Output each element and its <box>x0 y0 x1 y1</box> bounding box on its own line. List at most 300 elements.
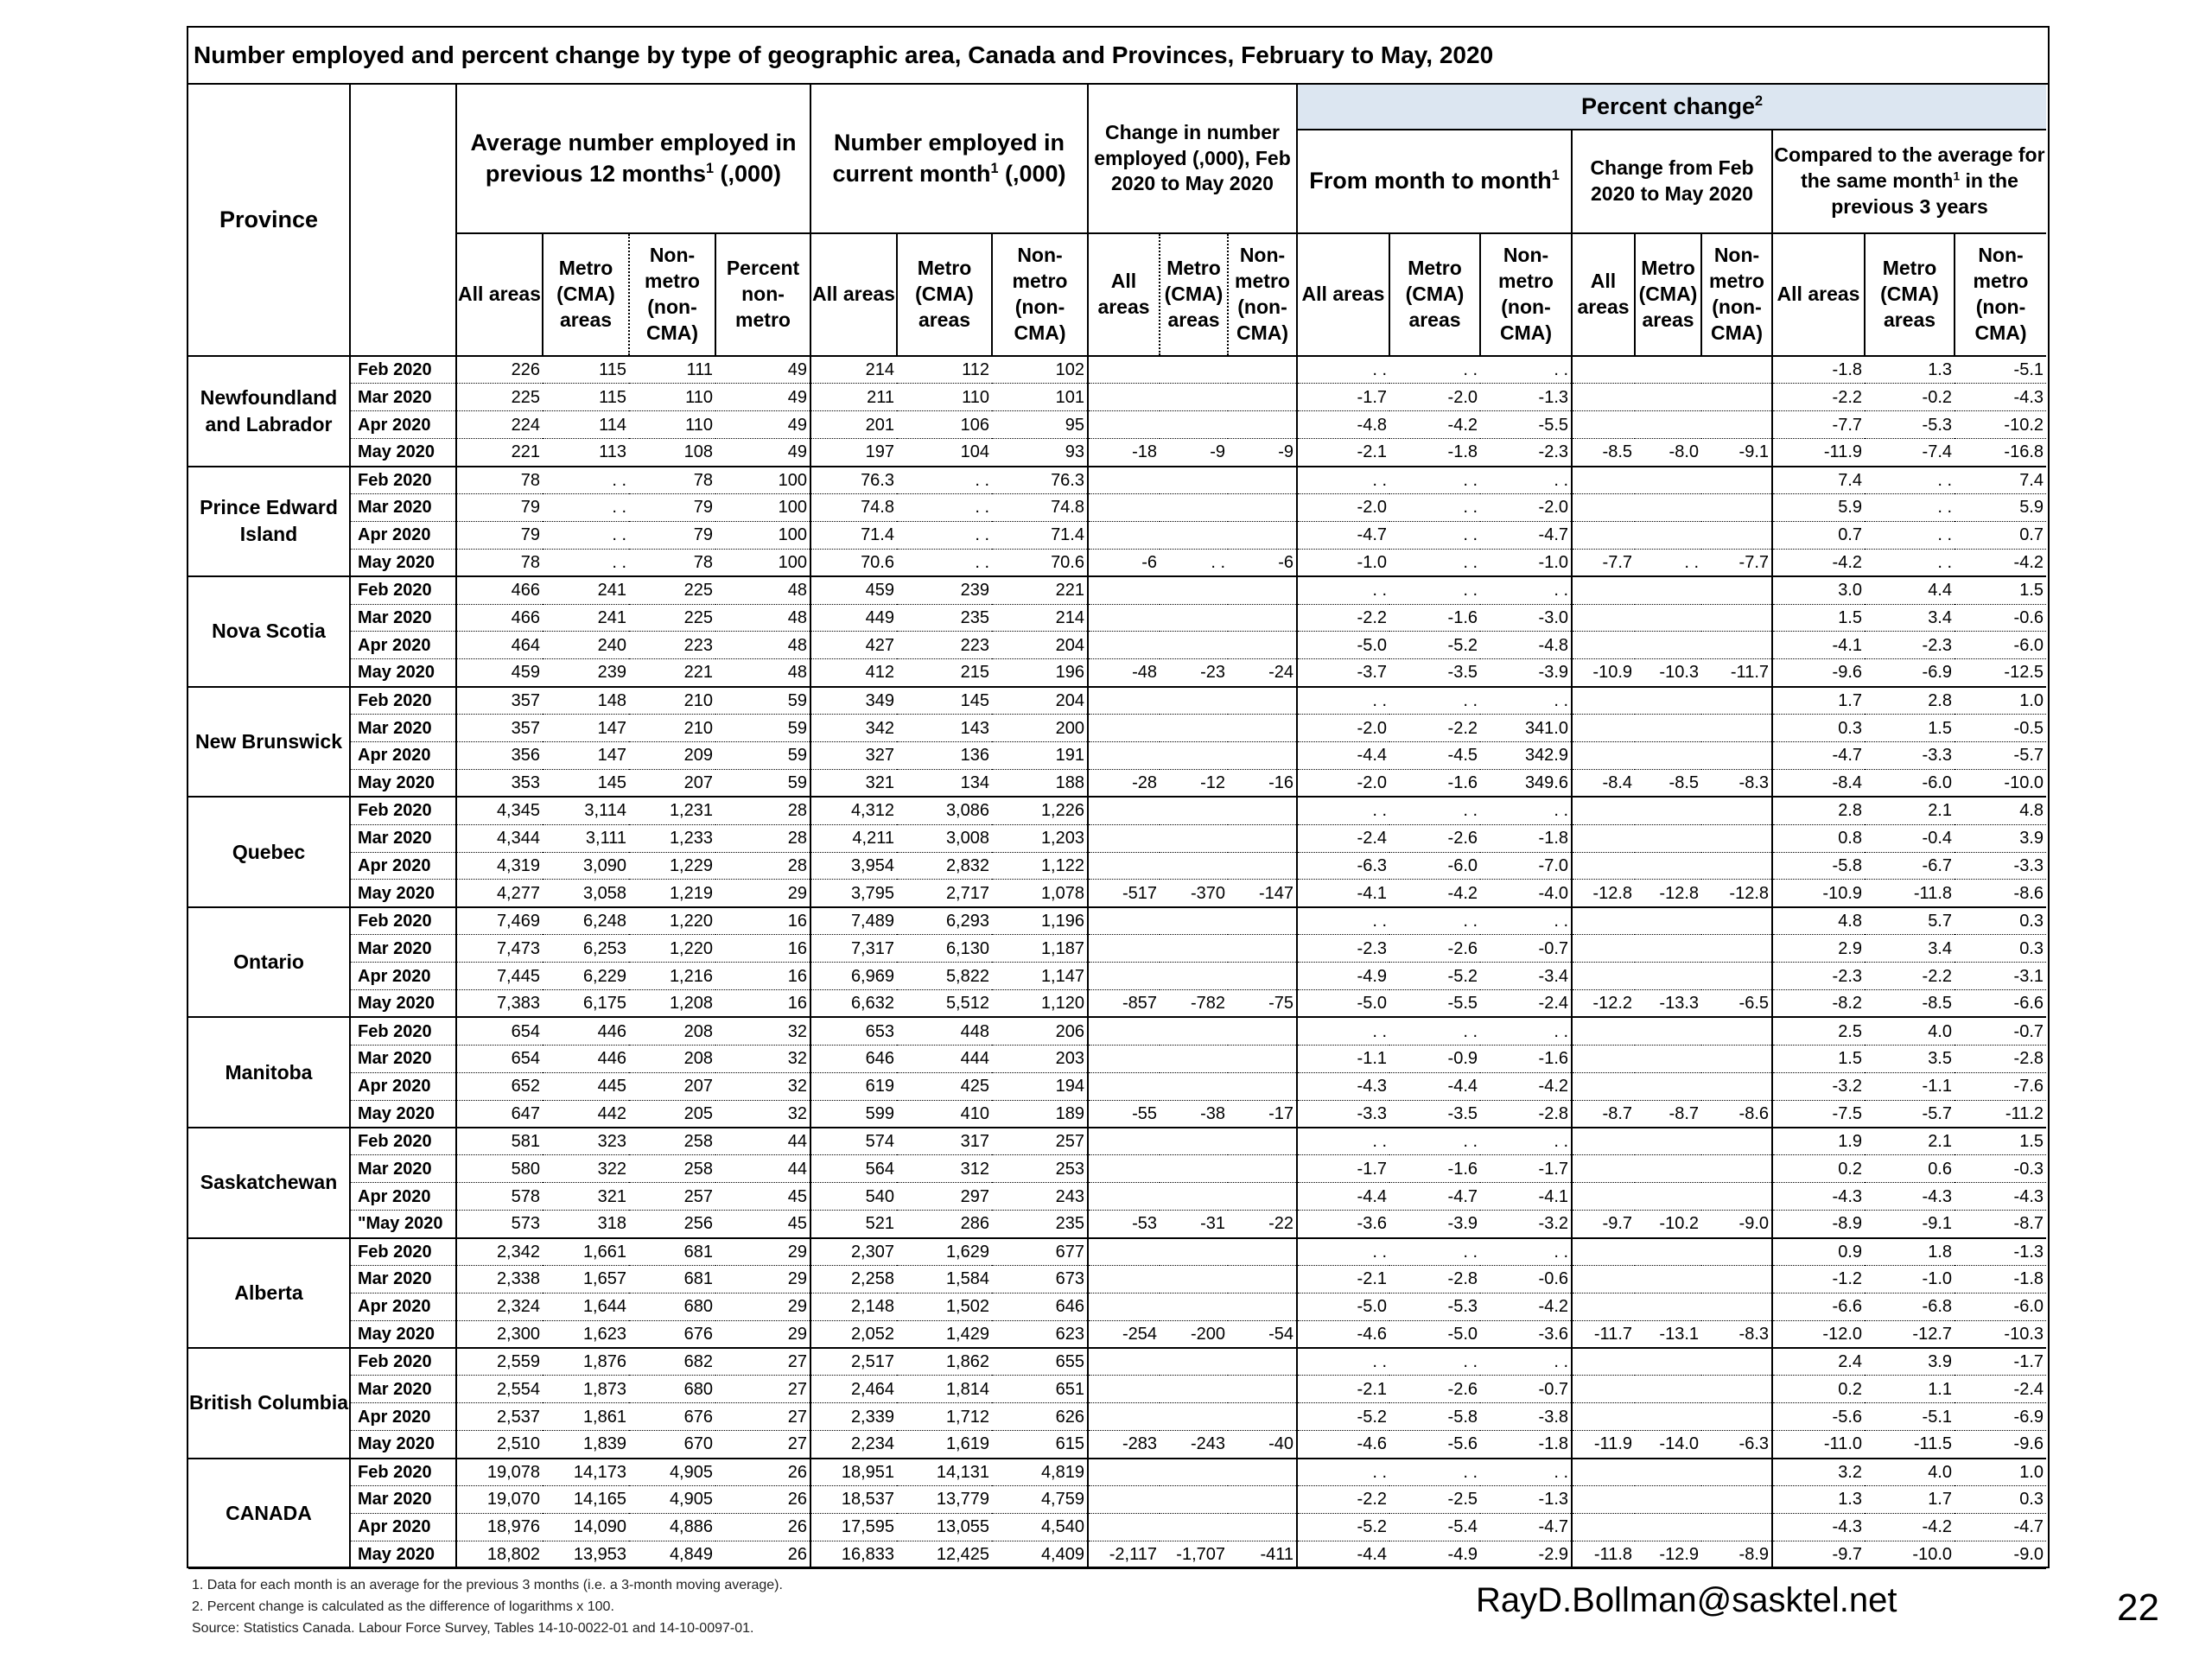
data-cell <box>1572 1017 1635 1045</box>
data-cell: -5.2 <box>1297 1403 1389 1431</box>
data-cell: -2.4 <box>1480 989 1572 1017</box>
data-cell <box>1635 604 1701 632</box>
province-name: Alberta <box>188 1238 350 1349</box>
data-cell: . . <box>1389 797 1480 824</box>
data-cell: 464 <box>456 632 543 659</box>
data-cell: 257 <box>629 1183 715 1211</box>
data-cell: 1,814 <box>897 1376 992 1403</box>
month-label: Mar 2020 <box>350 1155 456 1183</box>
data-cell: 70.6 <box>810 549 897 576</box>
data-cell <box>1572 1513 1635 1541</box>
data-cell: -53 <box>1088 1211 1160 1238</box>
province-name: Quebec <box>188 797 350 907</box>
data-cell <box>1701 715 1772 742</box>
data-cell <box>1572 687 1635 715</box>
data-cell: -5.0 <box>1297 632 1389 659</box>
data-cell: 59 <box>715 715 810 742</box>
data-cell: -1.3 <box>1955 1238 2046 1266</box>
data-cell: 16 <box>715 907 810 935</box>
data-cell <box>1088 935 1160 963</box>
data-cell: 1,661 <box>543 1238 629 1266</box>
data-cell: . . <box>1865 493 1955 521</box>
data-cell: 4,849 <box>629 1541 715 1568</box>
month-label: Apr 2020 <box>350 1513 456 1541</box>
table-row <box>188 989 2046 1017</box>
data-cell: 101 <box>992 384 1088 411</box>
data-cell: 16,833 <box>810 1541 897 1568</box>
data-cell: 1.5 <box>1955 576 2046 604</box>
data-cell <box>1228 356 1297 384</box>
data-cell: . . <box>1297 356 1389 384</box>
data-cell <box>1228 1459 1297 1486</box>
data-cell: 29 <box>715 1320 810 1348</box>
data-cell: -1.8 <box>1480 1431 1572 1459</box>
data-cell <box>1701 1459 1772 1486</box>
table-row <box>188 1513 2046 1541</box>
data-cell <box>1160 632 1228 659</box>
data-cell <box>1572 907 1635 935</box>
table-title: Number employed and percent change by type of geographic area, Canada and Provinces, February to May, 2020 <box>188 28 2048 85</box>
data-cell <box>1635 576 1701 604</box>
data-cell: 188 <box>992 769 1088 797</box>
table-row <box>188 356 2046 384</box>
data-cell <box>1160 576 1228 604</box>
data-cell: 258 <box>629 1128 715 1155</box>
data-cell: . . <box>1480 1348 1572 1376</box>
table-row <box>188 1431 2046 1459</box>
data-cell: 12,425 <box>897 1541 992 1568</box>
data-cell: 681 <box>629 1238 715 1266</box>
data-cell: 19,078 <box>456 1459 543 1486</box>
data-cell <box>1635 824 1701 852</box>
sub-metro: Metro (CMA) areas <box>543 233 629 356</box>
sub-all: All areas <box>810 233 897 356</box>
data-cell: 0.9 <box>1772 1238 1865 1266</box>
data-cell: 673 <box>992 1265 1088 1293</box>
data-cell <box>1701 521 1772 549</box>
data-cell: -10.3 <box>1955 1320 2046 1348</box>
data-cell: 258 <box>629 1155 715 1183</box>
data-cell: 197 <box>810 439 897 467</box>
data-cell: . . <box>1865 467 1955 494</box>
data-cell <box>1635 1459 1701 1486</box>
table-row <box>188 1486 2046 1514</box>
data-cell <box>1635 356 1701 384</box>
data-cell: 3.4 <box>1865 604 1955 632</box>
header-percent-change: Percent change$^2$ <box>1297 85 2046 130</box>
data-cell: 2,559 <box>456 1348 543 1376</box>
data-cell: 1,208 <box>629 989 715 1017</box>
data-cell: 32 <box>715 1045 810 1072</box>
data-cell: 3,086 <box>897 797 992 824</box>
data-cell: 6,175 <box>543 989 629 1017</box>
province-name: British Columbia <box>188 1348 350 1459</box>
data-cell: -7.0 <box>1480 852 1572 880</box>
data-cell: -13.3 <box>1635 989 1701 1017</box>
data-cell: -8.5 <box>1865 989 1955 1017</box>
data-cell: 317 <box>897 1128 992 1155</box>
data-cell: 3.9 <box>1955 824 2046 852</box>
sub-metro: Metro (CMA) areas <box>1160 233 1228 356</box>
table-row <box>188 824 2046 852</box>
data-cell: -6.3 <box>1297 852 1389 880</box>
data-cell <box>1160 797 1228 824</box>
data-cell: 5,822 <box>897 963 992 990</box>
data-cell <box>1701 1017 1772 1045</box>
data-cell <box>1701 356 1772 384</box>
data-cell <box>1572 1459 1635 1486</box>
data-cell: 7,469 <box>456 907 543 935</box>
province-name: CANADA <box>188 1459 350 1569</box>
data-cell <box>1701 1265 1772 1293</box>
data-cell: 676 <box>629 1320 715 1348</box>
data-cell: -1.6 <box>1389 604 1480 632</box>
data-cell: 1.5 <box>1865 715 1955 742</box>
data-cell: 1,120 <box>992 989 1088 1017</box>
data-cell: 1,231 <box>629 797 715 824</box>
data-cell: 4,905 <box>629 1486 715 1514</box>
data-cell: -2.2 <box>1297 604 1389 632</box>
table-row <box>188 935 2046 963</box>
data-cell <box>1572 1348 1635 1376</box>
data-cell: . . <box>1480 467 1572 494</box>
data-cell: -857 <box>1088 989 1160 1017</box>
data-cell: . . <box>1297 1459 1389 1486</box>
data-cell: . . <box>1297 1017 1389 1045</box>
data-cell: -16 <box>1228 769 1297 797</box>
data-cell: 342.9 <box>1480 741 1572 769</box>
data-cell: 5.7 <box>1865 907 1955 935</box>
data-cell: . . <box>1389 467 1480 494</box>
data-cell: -283 <box>1088 1431 1160 1459</box>
data-cell <box>1635 1403 1701 1431</box>
data-cell: -2.2 <box>1865 963 1955 990</box>
table-row <box>188 521 2046 549</box>
data-cell: 623 <box>992 1320 1088 1348</box>
data-cell <box>1572 1403 1635 1431</box>
data-cell <box>1228 963 1297 990</box>
data-cell: 312 <box>897 1155 992 1183</box>
data-cell: -75 <box>1228 989 1297 1017</box>
data-cell: 6,253 <box>543 935 629 963</box>
data-cell: 1.5 <box>1772 604 1865 632</box>
table-row <box>188 1265 2046 1293</box>
data-cell: 2.8 <box>1772 797 1865 824</box>
table-frame <box>187 26 2050 1568</box>
data-cell: -4.8 <box>1480 632 1572 659</box>
data-cell: . . <box>1389 687 1480 715</box>
header-province: Province <box>188 85 350 356</box>
data-cell <box>1228 1238 1297 1266</box>
data-cell: 226 <box>456 356 543 384</box>
data-cell: 100 <box>715 467 810 494</box>
data-cell: . . <box>897 549 992 576</box>
data-cell: 1,502 <box>897 1293 992 1320</box>
data-cell <box>1160 1403 1228 1431</box>
data-cell <box>1088 411 1160 439</box>
month-label: Apr 2020 <box>350 963 456 990</box>
data-cell: 14,173 <box>543 1459 629 1486</box>
sub-nonmetro: Non-metro (non-CMA) <box>1480 233 1572 356</box>
data-cell: -31 <box>1160 1211 1228 1238</box>
month-label: May 2020 <box>350 659 456 687</box>
data-cell: -55 <box>1088 1100 1160 1128</box>
data-cell: 214 <box>810 356 897 384</box>
data-cell: 0.7 <box>1772 521 1865 549</box>
data-cell: 19,070 <box>456 1486 543 1514</box>
data-cell: 1,187 <box>992 935 1088 963</box>
data-cell: 203 <box>992 1045 1088 1072</box>
data-cell: 3.2 <box>1772 1459 1865 1486</box>
data-cell: 619 <box>810 1072 897 1100</box>
data-cell: 449 <box>810 604 897 632</box>
data-cell <box>1160 1183 1228 1211</box>
data-cell: -5.5 <box>1480 411 1572 439</box>
data-cell <box>1160 467 1228 494</box>
header-change-number: Change in number employed (,000), Feb 2020 to May 2020 <box>1088 85 1297 233</box>
data-cell: -4.4 <box>1297 741 1389 769</box>
table-row <box>188 907 2046 935</box>
data-cell: -10.2 <box>1955 411 2046 439</box>
data-cell: -7.5 <box>1772 1100 1865 1128</box>
month-label: May 2020 <box>350 1100 456 1128</box>
data-cell: 318 <box>543 1211 629 1238</box>
data-cell: 147 <box>543 715 629 742</box>
data-cell: 2,510 <box>456 1431 543 1459</box>
data-cell <box>1228 824 1297 852</box>
data-cell: 59 <box>715 741 810 769</box>
data-cell: -4.7 <box>1955 1513 2046 1541</box>
data-cell <box>1088 907 1160 935</box>
data-cell: 6,632 <box>810 989 897 1017</box>
data-cell: 1,584 <box>897 1265 992 1293</box>
data-cell: -2.8 <box>1389 1265 1480 1293</box>
data-cell <box>1088 1183 1160 1211</box>
data-cell: 4,312 <box>810 797 897 824</box>
data-cell: -0.6 <box>1955 604 2046 632</box>
data-cell <box>1572 632 1635 659</box>
data-cell: -0.7 <box>1480 1376 1572 1403</box>
data-cell: -4.3 <box>1955 1183 2046 1211</box>
data-cell: -2.3 <box>1480 439 1572 467</box>
data-cell <box>1228 493 1297 521</box>
data-cell: -6.0 <box>1955 1293 2046 1320</box>
data-cell: 204 <box>992 632 1088 659</box>
data-cell: 2,307 <box>810 1238 897 1266</box>
data-cell: 574 <box>810 1128 897 1155</box>
data-cell: 1.9 <box>1772 1128 1865 1155</box>
data-cell: 221 <box>992 576 1088 604</box>
data-cell: 104 <box>897 439 992 467</box>
data-cell: 108 <box>629 439 715 467</box>
data-cell: -54 <box>1228 1320 1297 1348</box>
data-cell: 206 <box>992 1017 1088 1045</box>
data-cell: 214 <box>992 604 1088 632</box>
data-cell: -5.0 <box>1297 989 1389 1017</box>
table-row <box>188 1072 2046 1100</box>
data-cell: -10.3 <box>1635 659 1701 687</box>
data-cell: -4.4 <box>1297 1183 1389 1211</box>
data-cell: 3,008 <box>897 824 992 852</box>
data-cell: -1.2 <box>1772 1265 1865 1293</box>
data-cell: 1,619 <box>897 1431 992 1459</box>
data-cell: -11.7 <box>1572 1320 1635 1348</box>
data-cell: . . <box>1480 1017 1572 1045</box>
data-cell <box>1635 852 1701 880</box>
data-cell: 208 <box>629 1017 715 1045</box>
data-cell: 100 <box>715 549 810 576</box>
data-cell: -0.3 <box>1955 1155 2046 1183</box>
month-label: Apr 2020 <box>350 411 456 439</box>
data-cell: -9.0 <box>1701 1211 1772 1238</box>
data-cell: -11.2 <box>1955 1100 2046 1128</box>
data-cell: 49 <box>715 439 810 467</box>
data-cell: -1.0 <box>1865 1265 1955 1293</box>
data-cell: 1,861 <box>543 1403 629 1431</box>
data-cell: 201 <box>810 411 897 439</box>
month-label: Feb 2020 <box>350 797 456 824</box>
data-cell: 357 <box>456 687 543 715</box>
sub-nonmetro: Non-metro (non-CMA) <box>629 233 715 356</box>
data-cell: 48 <box>715 576 810 604</box>
data-cell: -22 <box>1228 1211 1297 1238</box>
data-cell: 445 <box>543 1072 629 1100</box>
data-cell: 2,554 <box>456 1376 543 1403</box>
data-cell: -2.0 <box>1297 493 1389 521</box>
data-cell: 466 <box>456 604 543 632</box>
data-cell: -4.2 <box>1865 1513 1955 1541</box>
data-cell: 0.3 <box>1955 907 2046 935</box>
data-cell: 540 <box>810 1183 897 1211</box>
data-cell: 59 <box>715 769 810 797</box>
table-row <box>188 659 2046 687</box>
data-cell: 210 <box>629 715 715 742</box>
data-cell <box>1701 604 1772 632</box>
data-cell: 225 <box>629 576 715 604</box>
data-cell <box>1572 1155 1635 1183</box>
month-label: Mar 2020 <box>350 1265 456 1293</box>
data-cell: -1.7 <box>1955 1348 2046 1376</box>
data-cell: -4.4 <box>1297 1541 1389 1568</box>
data-cell: -12.9 <box>1635 1541 1701 1568</box>
data-cell: -4.8 <box>1297 411 1389 439</box>
month-label: Feb 2020 <box>350 687 456 715</box>
data-cell <box>1635 907 1701 935</box>
data-cell: -9 <box>1160 439 1228 467</box>
data-cell: 459 <box>456 659 543 687</box>
data-cell <box>1635 687 1701 715</box>
data-cell: 112 <box>897 356 992 384</box>
data-cell: -6.0 <box>1865 769 1955 797</box>
data-cell <box>1160 1376 1228 1403</box>
data-cell: 29 <box>715 880 810 907</box>
data-cell: 79 <box>456 493 543 521</box>
data-cell <box>1635 1238 1701 1266</box>
data-cell <box>1088 493 1160 521</box>
data-cell <box>1228 715 1297 742</box>
data-cell: 26 <box>715 1459 810 1486</box>
data-cell: 136 <box>897 741 992 769</box>
data-cell: 677 <box>992 1238 1088 1266</box>
data-cell: 70.6 <box>992 549 1088 576</box>
table-row <box>188 1403 2046 1431</box>
data-cell: -3.3 <box>1955 852 2046 880</box>
data-cell: 2,148 <box>810 1293 897 1320</box>
data-cell: 215 <box>897 659 992 687</box>
month-label: Feb 2020 <box>350 1459 456 1486</box>
data-cell: -3.4 <box>1480 963 1572 990</box>
data-cell: -8.2 <box>1772 989 1865 1017</box>
data-cell: -2.5 <box>1389 1486 1480 1514</box>
data-cell: 3,058 <box>543 880 629 907</box>
data-cell: -8.3 <box>1701 1320 1772 1348</box>
data-cell <box>1088 604 1160 632</box>
header-avg-prev-12: Average number employed in previous 12 months$^1$ (,000) <box>456 85 810 233</box>
data-cell <box>1701 632 1772 659</box>
data-cell: 59 <box>715 687 810 715</box>
data-cell: 681 <box>629 1265 715 1293</box>
data-cell: 110 <box>629 384 715 411</box>
data-cell: -38 <box>1160 1100 1228 1128</box>
data-cell: 670 <box>629 1431 715 1459</box>
data-cell: 235 <box>897 604 992 632</box>
data-cell: 110 <box>629 411 715 439</box>
data-cell: 2,537 <box>456 1403 543 1431</box>
data-cell <box>1635 467 1701 494</box>
data-cell: -4.0 <box>1480 880 1572 907</box>
data-cell <box>1160 1128 1228 1155</box>
data-cell: 425 <box>897 1072 992 1100</box>
data-cell <box>1701 852 1772 880</box>
data-cell: 225 <box>629 604 715 632</box>
data-cell <box>1228 1348 1297 1376</box>
data-cell <box>1228 411 1297 439</box>
data-cell <box>1635 963 1701 990</box>
data-cell: 1,226 <box>992 797 1088 824</box>
data-cell: 4,277 <box>456 880 543 907</box>
data-cell <box>1228 1155 1297 1183</box>
data-cell: -4.1 <box>1480 1183 1572 1211</box>
data-cell: 27 <box>715 1348 810 1376</box>
data-cell: -6.6 <box>1772 1293 1865 1320</box>
data-cell: 2,300 <box>456 1320 543 1348</box>
month-label: Mar 2020 <box>350 384 456 411</box>
header-vs-3yr-average: Compared to the average for the same month$^1$ in the previous 3 years <box>1772 130 2046 233</box>
data-cell: . . <box>1389 576 1480 604</box>
data-cell <box>1701 1348 1772 1376</box>
data-cell: 2.9 <box>1772 935 1865 963</box>
data-cell: -3.3 <box>1297 1100 1389 1128</box>
table-row <box>188 632 2046 659</box>
sub-nonmetro: Non-metro (non-CMA) <box>1701 233 1772 356</box>
data-cell: 210 <box>629 687 715 715</box>
data-cell: -1.8 <box>1389 439 1480 467</box>
data-cell: 211 <box>810 384 897 411</box>
data-cell: 1,220 <box>629 935 715 963</box>
data-cell <box>1088 1238 1160 1266</box>
data-cell: -12.7 <box>1865 1320 1955 1348</box>
data-cell: 682 <box>629 1348 715 1376</box>
data-cell: 207 <box>629 769 715 797</box>
data-cell: -12.8 <box>1701 880 1772 907</box>
data-cell <box>1160 1017 1228 1045</box>
data-cell: -4.2 <box>1389 880 1480 907</box>
data-cell: -6.0 <box>1955 632 2046 659</box>
data-cell: -4.3 <box>1772 1513 1865 1541</box>
data-cell: . . <box>1389 1017 1480 1045</box>
data-cell: 615 <box>992 1431 1088 1459</box>
data-cell: -2.0 <box>1480 493 1572 521</box>
